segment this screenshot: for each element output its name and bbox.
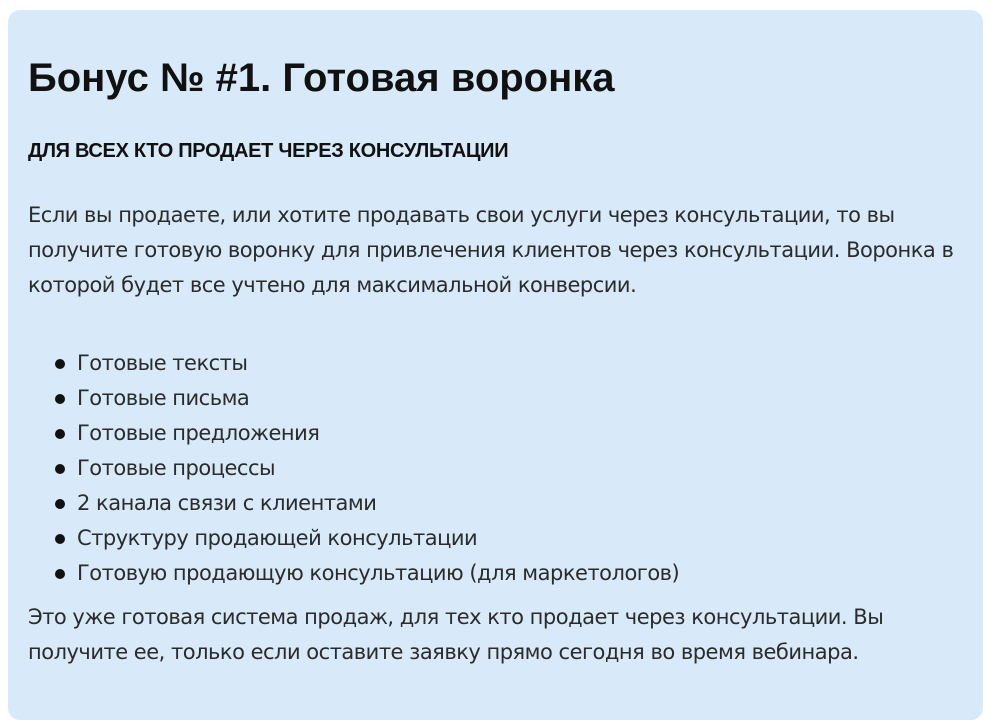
bonus-title: Бонус № #1. Готовая воронка xyxy=(28,56,615,100)
features-list xyxy=(52,346,679,591)
list-item-text: 2 канала связи с клиентами xyxy=(77,491,377,515)
list-item-text: Структуру продающей консультации xyxy=(77,526,478,550)
bullet-icon xyxy=(55,394,65,404)
bonus-subtitle: ДЛЯ ВСЕХ КТО ПРОДАЕТ ЧЕРЕЗ КОНСУЛЬТАЦИИ xyxy=(28,140,509,162)
list-item xyxy=(52,521,679,556)
list-item-text: Готовые процессы xyxy=(77,456,276,480)
list-item xyxy=(52,451,679,486)
list-item-text: Готовые тексты xyxy=(77,351,248,375)
list-item xyxy=(52,381,679,416)
bullet-icon xyxy=(55,499,65,509)
list-item xyxy=(52,346,679,381)
bullet-icon xyxy=(55,359,65,369)
intro-paragraph: Если вы продаете, или хотите продавать свои услуги через консультации, то вы получите готовую воронку для привлечения клиентов через консультации. Воронка в которой будет все учтено для максимальной конверсии. xyxy=(28,203,954,297)
bonus-card xyxy=(8,10,983,720)
list-item-text: Готовую продающую консультацию (для маркетологов) xyxy=(77,561,680,585)
bullet-icon xyxy=(55,464,65,474)
list-item-text: Готовые письма xyxy=(77,386,250,410)
list-item xyxy=(52,416,679,451)
list-item xyxy=(52,556,679,591)
list-item-text: Готовые предложения xyxy=(77,421,320,445)
bullet-icon xyxy=(55,429,65,439)
list-item xyxy=(52,486,679,521)
outro-paragraph: Это уже готовая система продаж, для тех кто продает через консультации. Вы получите ее, только если оставите заявку прямо сегодня во время вебинара. xyxy=(28,605,884,664)
bullet-icon xyxy=(55,534,65,544)
bullet-icon xyxy=(55,569,65,579)
